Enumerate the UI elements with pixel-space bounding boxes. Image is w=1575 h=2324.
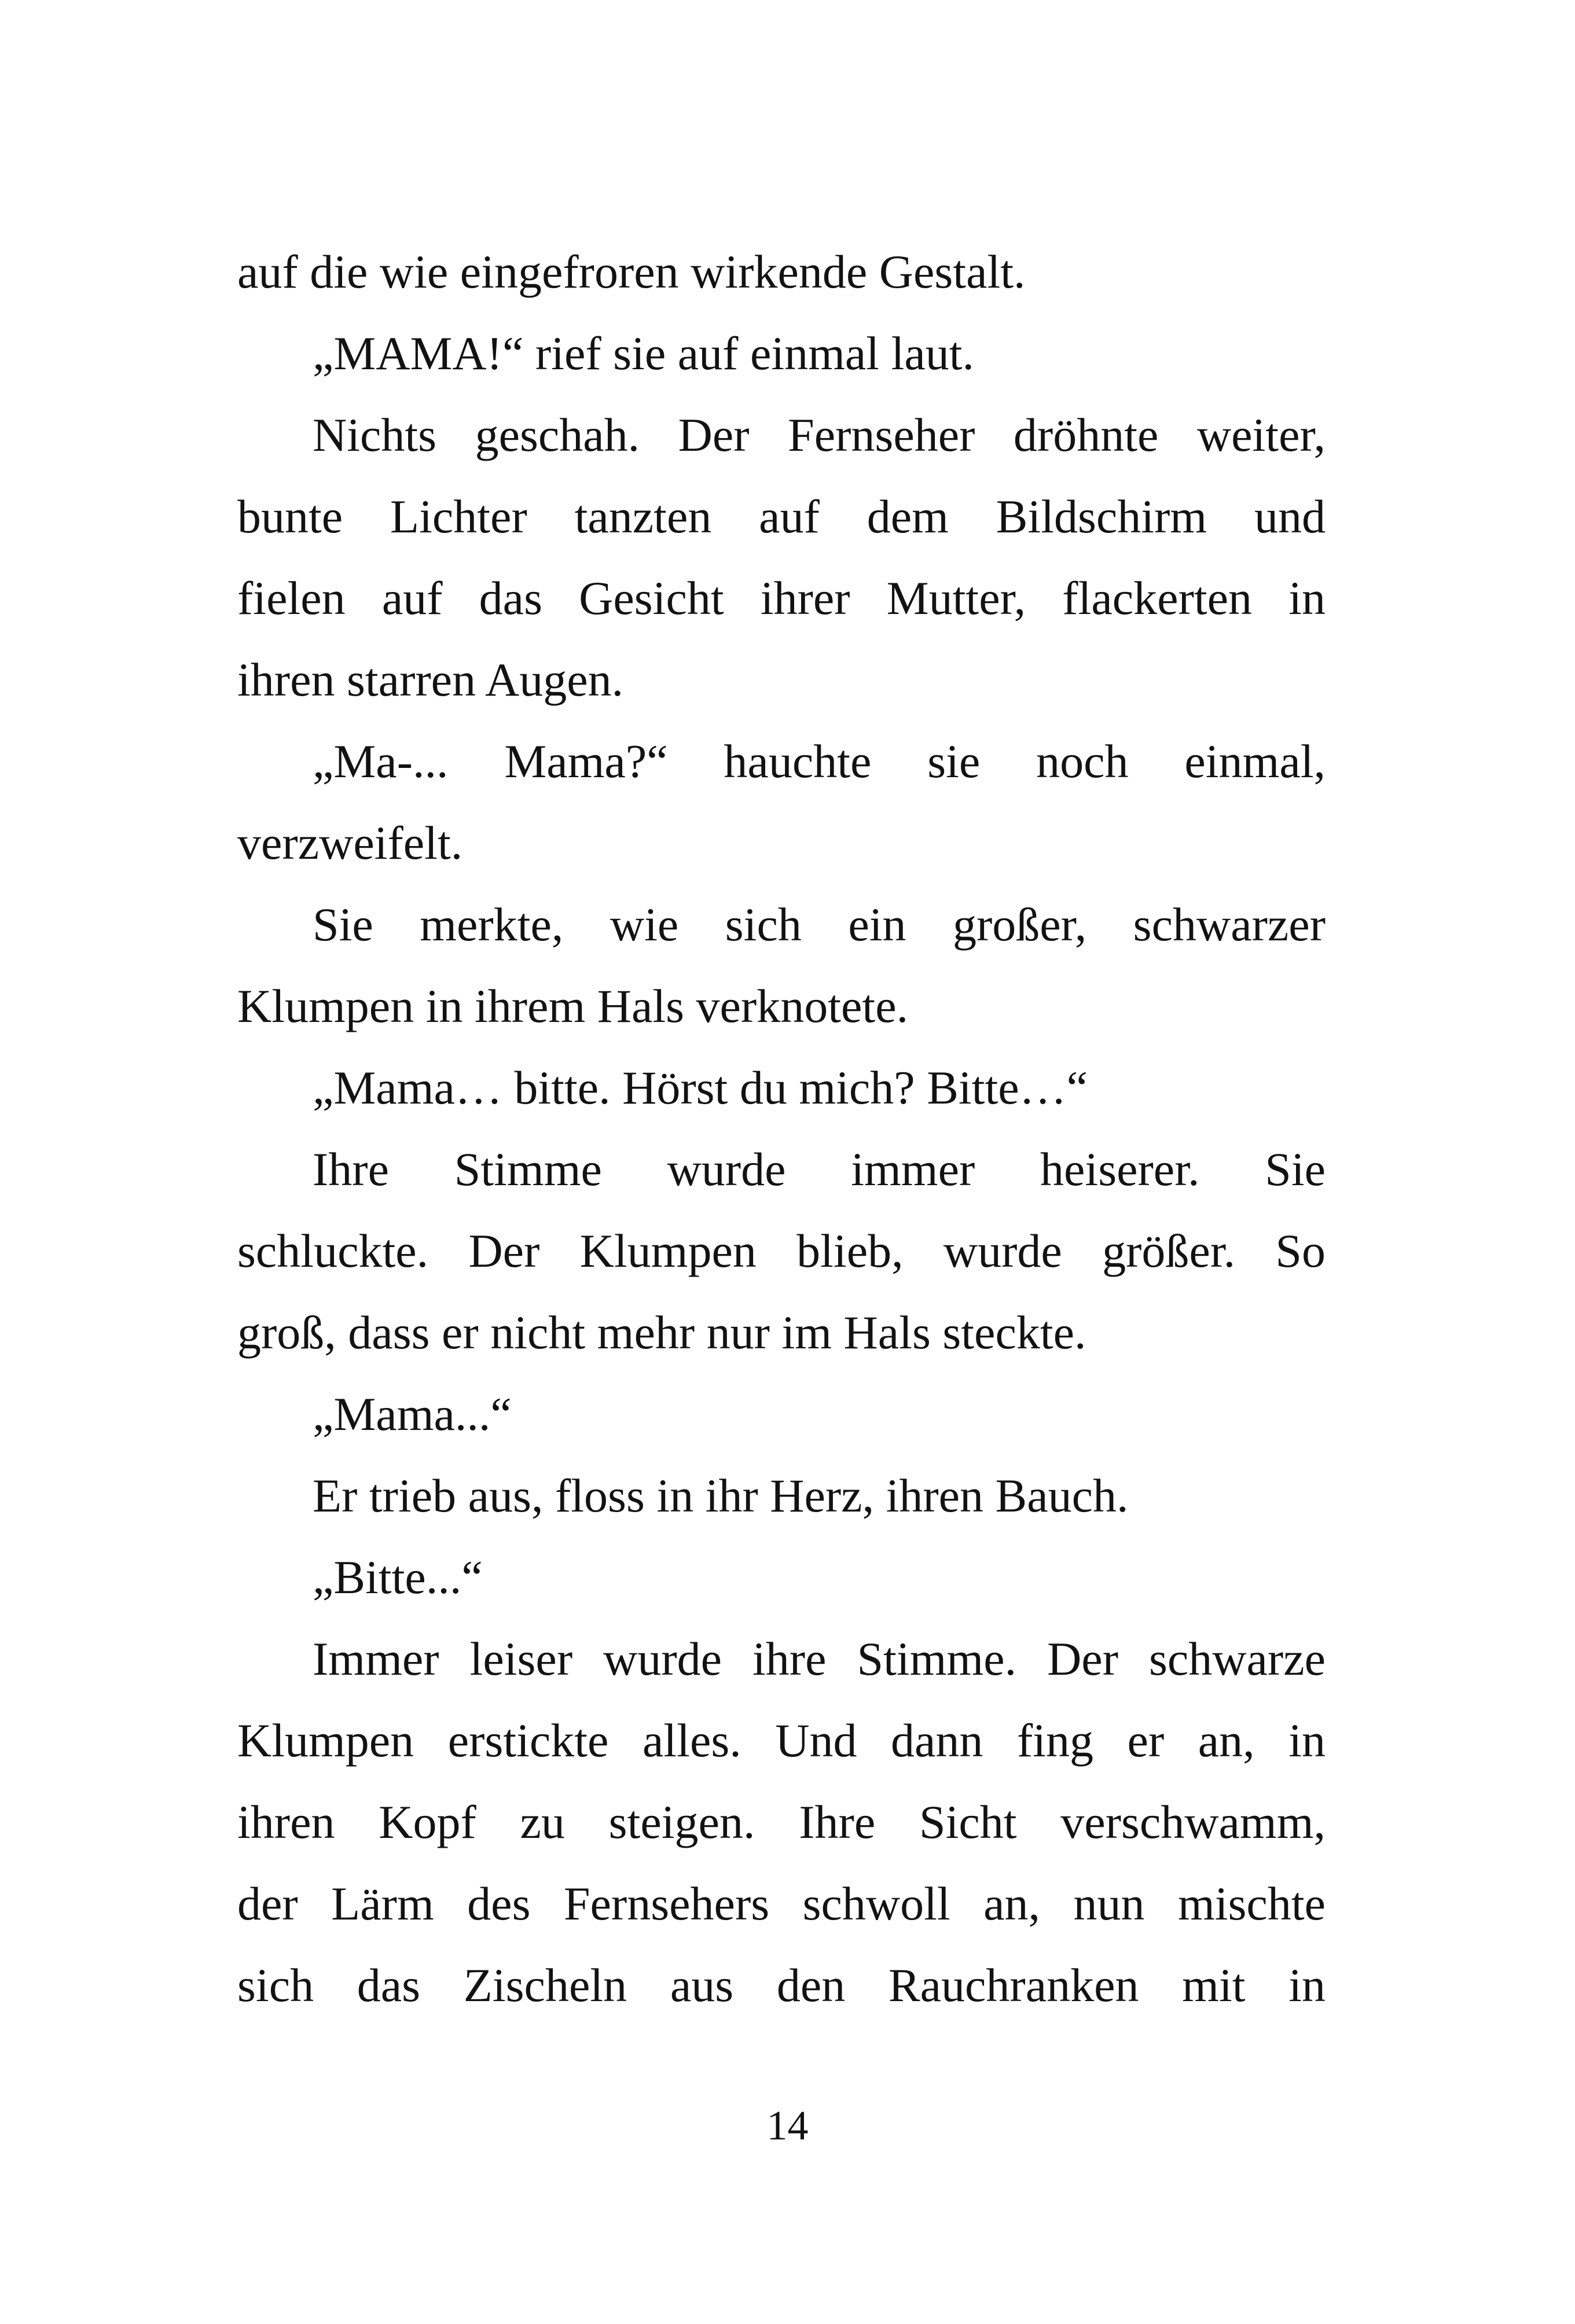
page-number: 14 xyxy=(766,2102,809,2149)
text-line: Nichts geschah. Der Fernseher dröhnte weiter, xyxy=(313,409,1326,461)
text-line: „Mama… bitte. Hörst du mich? Bitte…“ xyxy=(313,1061,1088,1114)
text-line: „MAMA!“ rief sie auf einmal laut. xyxy=(313,327,975,380)
text-line: Ihre Stimme wurde immer heiserer. Sie xyxy=(313,1143,1326,1196)
text-line: „Bitte...“ xyxy=(313,1551,483,1604)
page-text xyxy=(237,231,1326,2026)
text-line: groß, dass er nicht mehr nur im Hals steckte. xyxy=(237,1306,1086,1359)
text-line: ihren starren Augen. xyxy=(237,653,624,706)
text-line: „Mama...“ xyxy=(313,1388,512,1440)
text-line: sich das Zischeln aus den Rauchranken mit in xyxy=(237,1959,1326,2012)
text-line: der Lärm des Fernsehers schwoll an, nun mischte xyxy=(237,1877,1326,1930)
text-line: fielen auf das Gesicht ihrer Mutter, flackerten in xyxy=(237,572,1326,624)
text-line: Sie merkte, wie sich ein großer, schwarzer xyxy=(313,898,1326,951)
text-line: bunte Lichter tanzten auf dem Bildschirm und xyxy=(237,490,1326,543)
text-line: Er trieb aus, floss in ihr Herz, ihren Bauch. xyxy=(313,1469,1129,1522)
text-line: „Ma-... Mama?“ hauchte sie noch einmal, xyxy=(313,735,1326,788)
text-line: schluckte. Der Klumpen blieb, wurde größer. So xyxy=(237,1224,1326,1277)
text-line: Klumpen erstickte alles. Und dann fing er an, in xyxy=(237,1714,1326,1767)
text-line: auf die wie eingefroren wirkende Gestalt. xyxy=(237,245,1026,298)
text-line: Immer leiser wurde ihre Stimme. Der schwarze xyxy=(313,1632,1326,1685)
text-line: verzweifelt. xyxy=(237,817,463,869)
text-line: Klumpen in ihrem Hals verknotete. xyxy=(237,980,909,1032)
text-line: ihren Kopf zu steigen. Ihre Sicht verschwamm, xyxy=(237,1796,1326,1848)
